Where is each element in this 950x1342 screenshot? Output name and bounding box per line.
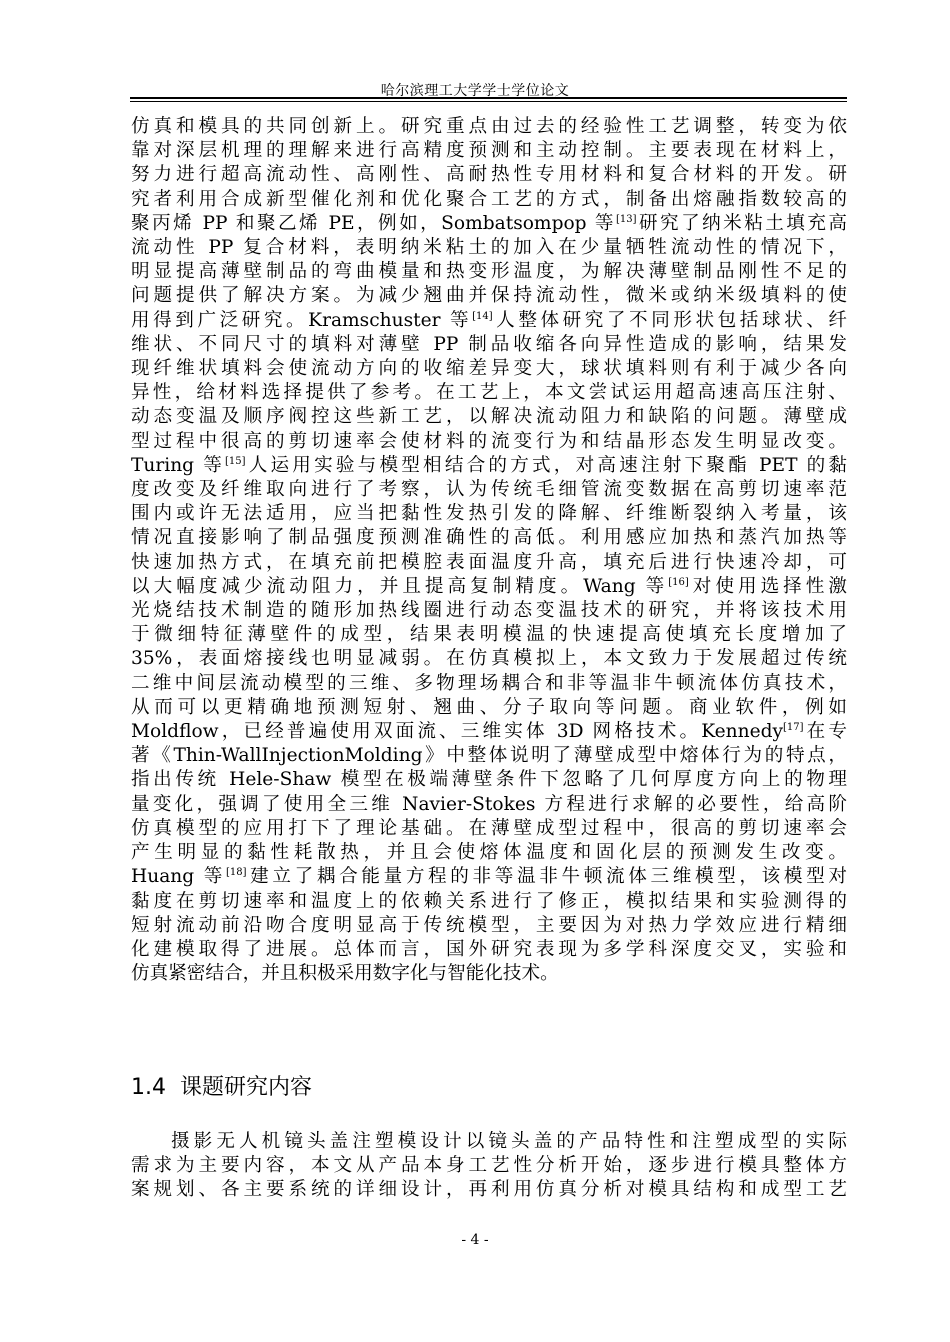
- text-segment: 人运用实验与模型相结合的方式，对高速注射下聚酯 PET 的黏: [245, 454, 847, 476]
- citation-15: [15]: [225, 455, 246, 467]
- text-line: 明显提高薄壁制品的弯曲模量和热变形温度，为解决薄壁制品刚性不足的: [131, 261, 847, 283]
- citation-16: [16]: [668, 576, 689, 588]
- text-segment: 人整体研究了不同形状包括球状、纤: [492, 309, 847, 331]
- text-line: 需求为主要内容，本文从产品本身工艺性分析开始，逐步进行模具整体方: [131, 1155, 847, 1177]
- text-line: 究者利用合成新型催化剂和优化聚合工艺的方式，制备出熔融指数较高的: [131, 188, 847, 210]
- text-line: 努力进行超高流动性、高刚性、高耐热性专用材料和复合材料的开发。研: [131, 164, 847, 186]
- section-number: 1.4: [131, 1075, 166, 1100]
- text-line: [131, 212, 847, 236]
- text-segment: 用得到广泛研究。Kramschuster 等: [131, 309, 473, 331]
- body-paragraph: [131, 115, 847, 986]
- citation-14: [14]: [472, 310, 493, 322]
- text-line: 化建模取得了进展。总体而言，国外研究表现为多学科深度交叉，实验和: [131, 938, 847, 960]
- text-segment: Turing 等: [131, 454, 225, 476]
- text-line: 度改变及纤维取向进行了考察，认为传统毛细管流变数据在高剪切速率范: [131, 479, 847, 501]
- section-title: 课题研究内容: [180, 1075, 313, 1100]
- text-line: 维状、不同尺寸的填料对薄壁 PP 制品收缩各向异性造成的影响，结果发: [131, 333, 847, 355]
- text-line: [131, 865, 847, 889]
- text-line: 仿真和模具的共同创新上。研究重点由过去的经验性工艺调整，转变为依: [131, 116, 847, 137]
- text-line: 靠对深层机理的理解来进行高精度预测和主动控制。主要表现在材料上，: [131, 140, 847, 162]
- text-line: 问题提供了解决方案。为减少翘曲并保持流动性，微米或纳米级填料的使: [131, 285, 847, 307]
- text-segment: Huang 等: [131, 866, 226, 888]
- text-line: 指出传统 Hele-Shaw 模型在极端薄壁条件下忽略了几何厚度方向上的物理: [131, 769, 847, 791]
- text-line: 流动性 PP 复合材料，表明纳米粘土的加入在少量牺牲流动性的情况下，: [131, 237, 847, 259]
- text-line: 情况直接影响了制品强度预测准确性的高低。利用感应加热和蒸汽加热等: [131, 527, 847, 549]
- text-segment: 对使用选择性激: [688, 575, 847, 597]
- text-line: 仿真紧密结合，并且积极采用数字化与智能化技术。: [131, 963, 559, 985]
- text-line: 于微细特征薄壁件的成型，结果表明模温的快速提高使填充长度增加了: [131, 624, 847, 646]
- header-rule-thin: [130, 101, 847, 102]
- text-line: 光烧结技术制造的随形加热线圈进行动态变温技术的研究，并将该技术用: [131, 600, 847, 622]
- text-segment: 以大幅度减少流动阻力，并且提高复制精度。Wang 等: [131, 575, 669, 597]
- text-segment: 聚丙烯 PP 和聚乙烯 PE，例如，Sombatsompop 等: [131, 212, 616, 234]
- section-paragraph: [131, 1130, 847, 1203]
- text-line: 现纤维状填料会使流动方向的收缩差异变大，球状填料则有利于减少各向: [131, 358, 847, 380]
- text-line: 仿真模型的应用打下了理论基础。在薄壁成型过程中，很高的剪切速率会: [131, 817, 847, 839]
- text-line: [131, 309, 847, 333]
- text-line: 量变化，强调了使用全三维 Navier-Stokes 方程进行求解的必要性，给高阶: [131, 793, 847, 815]
- text-line: 短射流动前沿吻合度明显高于传统模型，主要因为对热力学效应进行精细: [131, 914, 847, 936]
- header-rule-thick: [130, 97, 847, 99]
- running-header: 哈尔滨理工大学学士学位论文: [380, 83, 570, 99]
- text-line: 快速加热方式，在填充前把模腔表面温度升高，填充后进行快速冷却，可: [131, 551, 847, 573]
- section-heading: [131, 1073, 847, 1103]
- text-line: 围内或许无法适用，应当把黏性发热引发的降解、纤维断裂纳入考量，该: [131, 503, 847, 525]
- text-line: 动态变温及顺序阀控这些新工艺，以解决流动阻力和缺陷的问题。薄壁成: [131, 406, 847, 428]
- text-line: 型过程中很高的剪切速率会使材料的流变行为和结晶形态发生明显改变。: [131, 430, 847, 452]
- text-line: 35%，表面熔接线也明显减弱。在仿真模拟上，本文致力于发展超过传统: [131, 648, 847, 670]
- text-line: [131, 575, 847, 599]
- text-line: 摄影无人机镜头盖注塑模设计以镜头盖的产品特性和注塑成型的实际: [171, 1131, 847, 1152]
- text-segment: 建立了耦合能量方程的非等温非牛顿流体三维模型，该模型对: [246, 866, 847, 888]
- text-line: 从而可以更精确地预测短射、翘曲、分子取向等问题。商业软件，例如: [131, 696, 847, 718]
- text-line: 黏度在剪切速率和温度上的依赖关系进行了修正，模拟结果和实验测得的: [131, 890, 847, 912]
- citation-13: [13]: [615, 213, 637, 225]
- page-number: - 4 -: [461, 1232, 489, 1248]
- citation-17: [17]: [782, 721, 804, 733]
- citation-18: [18]: [225, 867, 247, 879]
- text-line: 二维中间层流动模型的三维、多物理场耦合和非等温非牛顿流体仿真技术，: [131, 672, 847, 694]
- text-line: 著《Thin-WallInjectionMolding》中整体说明了薄壁成型中熔体行为的特点，: [131, 745, 847, 767]
- text-segment: Moldflow，已经普遍使用双面流、三维实体 3D 网格技术。Kennedy: [131, 721, 783, 743]
- text-line: 产生明显的黏性耗散热，并且会使熔体温度和固化层的预测发生改变。: [131, 842, 847, 864]
- text-line: 异性，给材料选择提供了参考。在工艺上，本文尝试运用超高速高压注射、: [131, 382, 847, 404]
- text-line: [131, 454, 847, 478]
- text-line: 案规划、各主要系统的详细设计，再利用仿真分析对模具结构和成型工艺: [131, 1179, 847, 1201]
- text-line: [131, 720, 847, 744]
- text-segment: 在专: [803, 721, 847, 743]
- text-segment: 研究了纳米粘土填充高: [636, 212, 847, 234]
